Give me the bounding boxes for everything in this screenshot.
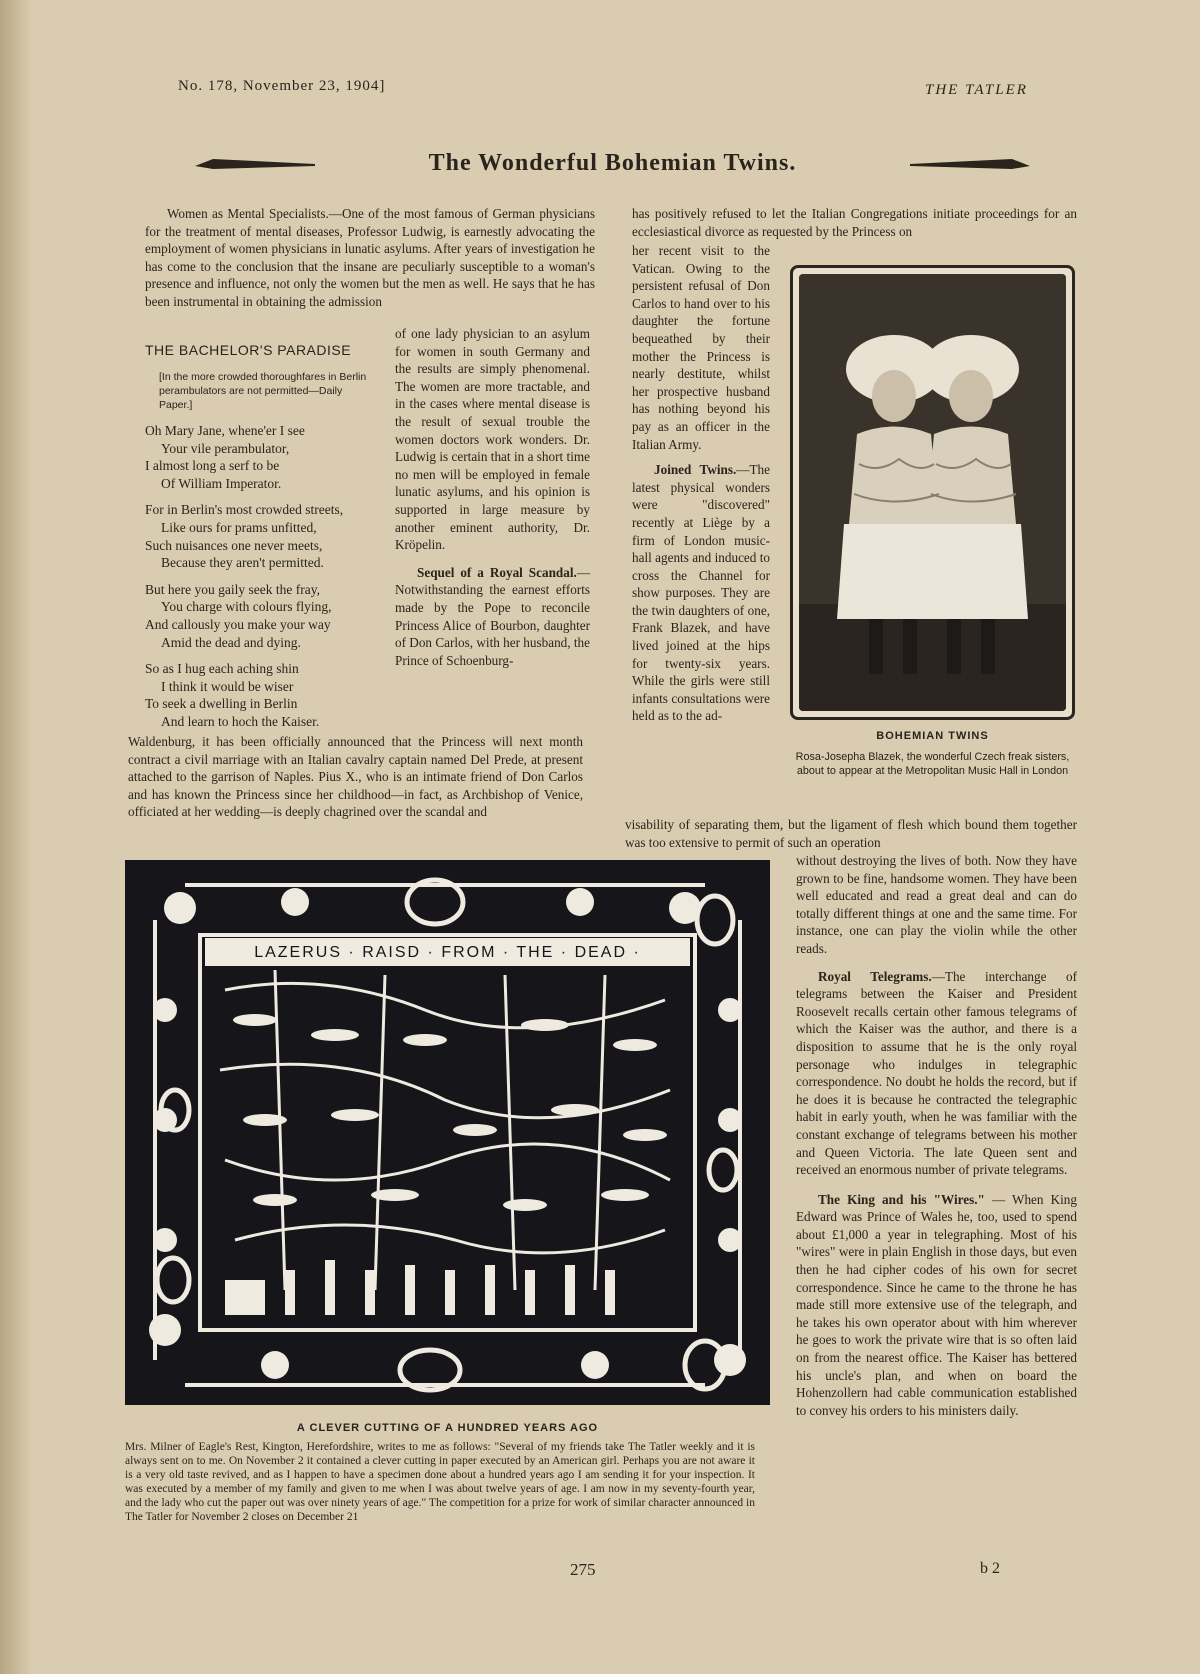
- poem-line: For in Berlin's most crowded streets,: [145, 502, 344, 518]
- right-ornament-rule: [910, 158, 1030, 170]
- wires-paragraph: [796, 1191, 1077, 1420]
- twins-photo: [799, 274, 1066, 711]
- poem-line: You charge with colours flying,: [161, 599, 332, 615]
- twins-photo-frame: [790, 265, 1075, 720]
- wires-subhead: The King and his "Wires.": [818, 1191, 985, 1207]
- paper-cutting-image: [125, 860, 770, 1405]
- poem-line: Amid the dead and dying.: [161, 634, 301, 650]
- poem-line: Such nuisances one never meets,: [145, 537, 323, 553]
- vatican-wide-block: [632, 205, 1077, 240]
- twins-paragraph: [632, 461, 770, 725]
- poem-stanza: [145, 581, 378, 651]
- poem-line: And callously you make your way: [145, 616, 331, 632]
- poem-block: [145, 342, 378, 740]
- twins-wide-paragraph: visability of separating them, but the ligament of flesh which bound them together was too extensive to permit of such an operation: [625, 817, 1077, 850]
- vatican-wide-paragraph: has positively refused to let the Italian Congregations initiate proceedings for an ecclesiastical divorce as requested by the Princess on: [632, 206, 1077, 239]
- poem-line: Oh Mary Jane, whene'er I see: [145, 423, 305, 438]
- poem-line: And learn to hoch the Kaiser.: [161, 713, 320, 729]
- issue-line: No. 178, November 23, 1904]: [178, 78, 386, 94]
- page-number: 275: [570, 1560, 596, 1579]
- magazine-name: THE TATLER: [925, 82, 1028, 98]
- title-bar: [195, 150, 1030, 180]
- poem-line: Of William Imperator.: [161, 475, 282, 491]
- page-title: The Wonderful Bohemian Twins.: [428, 150, 797, 176]
- telegrams-paragraph: [796, 968, 1077, 1179]
- signature-mark: b 2: [980, 1560, 1000, 1577]
- intro-paragraph-block: [145, 205, 595, 311]
- vatican-paragraph: her recent visit to the Vatican. Owing to the persistent refusal of Don Carlos to hand over to his daughter the fortune bequeathed by their mother the Princess is nearly destitute, whilst her prospective husband has nothing beyond his pay as an officer in the Italian Army.: [632, 243, 770, 452]
- page-spine-shadow: [0, 0, 32, 1674]
- poem-stanza: [145, 660, 378, 730]
- twins-caption-heading: BOHEMIAN TWINS: [876, 730, 989, 742]
- poem-line: But here you gaily seek the fray,: [145, 581, 320, 597]
- twins-end-paragraph: without destroying the lives of both. Now they have grown to be fine, handsome women. They have been well educated and read a great deal and can do totally different things at one and the same time. For instance, one can play the violin while the other reads.: [796, 853, 1077, 956]
- poem-heading: THE BACHELOR'S PARADISE: [145, 342, 352, 358]
- twins-subhead: Joined Twins.: [654, 462, 737, 478]
- poem-line: Like ours for prams unfitted,: [161, 519, 317, 535]
- telegrams-text: —The interchange of telegrams between the Kaiser and President Roosevelt recalls certain other famous telegrams of which the Kaiser was the author, and there is a disposition to assume that he is the only royal personage who indulges in telegraphic correspondence. No doubt he holds the record, but if he does it is because he contracted the telegraphic habit in early youth, when he was familiar with the constant exchange of telegrams between his mother and Queen Victoria. The late Queen sent and received an enormous number of private telegrams.: [796, 968, 1078, 1178]
- poem-stanza: [145, 501, 378, 571]
- poem-line: So as I hug each aching shin: [145, 661, 299, 677]
- poem-line: Your vile perambulator,: [161, 440, 290, 456]
- cutting-banner-text: LAZERUS · RAISD · FROM · THE · DEAD ·: [254, 944, 641, 961]
- poem-text: [145, 422, 378, 731]
- poem-line: I almost long a serf to be: [145, 458, 280, 474]
- narrow-column: [632, 242, 770, 725]
- scandal-paragraph: [395, 564, 590, 670]
- twins-text: —The latest physical wonders were "discovered" recently at Liège by a firm of London music-hall agents and induced to cross the Channel for show purposes. They are the twin daughters of one, Frank Blazek, and have lived joined at the hips for twenty-six years. While the girls were still infants consultations were held as to the ad-: [632, 462, 770, 724]
- telegrams-subhead: Royal Telegrams.: [818, 968, 932, 984]
- scandal-text: — Notwithstanding the earnest efforts made by the Pope to reconcile Princess Alice of Bourbon, daughter of Don Carlos, with her husband, the Prince of Schoenburg-: [395, 564, 590, 668]
- right-lower-column: [796, 852, 1077, 1419]
- physicians-continued-block: [395, 325, 590, 669]
- poem-stanza: [145, 422, 378, 492]
- twins-wide-block: [625, 816, 1077, 851]
- intro-paragraph: Women as Mental Specialists.—One of the most famous of German physicians for the treatment of mental diseases, Professor Ludwig, is earnestly advocating the employment of women physicians in lunatic asylums. After years of investigation he has come to the conclusion that the insane are peculiarly susceptible to a woman's presence and influence, not only the women but the men as well. He says that he has been instrumental in obtaining the admission: [145, 206, 595, 309]
- paper-cutting-illustration: [125, 860, 770, 1405]
- cutting-caption-text: Mrs. Milner of Eagle's Rest, Kington, Herefordshire, writes to me as follows: "Several of my friends take The Tatler weekly and it is always sent on to me. On November 2 it contained a clever cutting in paper executed by an American girl. Perhaps you are not aware it is a very old taste revived, and as I happen to have a specimen done about a hundred years ago I am sending it for your inspection. It was executed by a member of my family and given to me when I was about twelve years of age. I am now in my seventy-fourth year, and the lady who cut the paper out was over ninety years of age." The competition for a prize for work of similar character announced in The Tatler for November 2 closes on December 21: [125, 1441, 755, 1523]
- poem-epigraph: [In the more crowded thoroughfares in Berlin perambulators are not permitted—Daily Paper.]: [159, 371, 367, 411]
- scandal-wide-paragraph: Waldenburg, it has been officially announced that the Princess will next month contract a civil marriage with an Italian cavalry captain named Del Prede, at present attached to the garrison of Naples. Pius X., who is an intimate friend of Don Carlos and has known the Princess since her childhood—in fact, as Archbishop of Venice, officiated at her wedding—is deeply chagrined over the scandal and: [128, 734, 583, 820]
- wires-text: — When King Edward was Prince of Wales he, too, used to spend about £1,000 a year in telegraphing. Most of his "wires" were in plain English in those days, but even then he had cipher codes of his own for secret correspondence. Since he came to the throne he has made still more extensive use of the telegraph, and he takes his own operator about with him wherever he goes to work the private wire that is so often laid on from the nearest office. The Kaiser has bettered his uncle's plan, and when on board the Hohenzollern had cable communication established to convey his orders to his ministers daily.: [796, 1191, 1077, 1418]
- poem-line: Because they aren't permitted.: [161, 555, 324, 571]
- scandal-subhead: Sequel of a Royal Scandal.: [417, 564, 577, 580]
- physicians-continued-paragraph: of one lady physician to an asylum for women in south Germany and the results are simply phenomenal. The women are more tractable, and in the cases where mental disease is the result of sexual trouble the women doctors work wonders. Dr. Ludwig is certain that in a short time no men will be employed in female lunatic asylums, and his opinion is supported in large measure by another eminent authority, Dr. Kröpelin.: [395, 326, 590, 553]
- poem-line: I think it would be wiser: [161, 678, 294, 694]
- cutting-caption-heading: A CLEVER CUTTING OF A HUNDRED YEARS AGO: [296, 1422, 599, 1434]
- twins-caption-text: Rosa-Josepha Blazek, the wonderful Czech freak sisters, about to appear at the Metropolitan Music Hall in London: [795, 751, 1070, 777]
- scandal-wide-block: [128, 733, 583, 821]
- poem-line: To seek a dwelling in Berlin: [145, 696, 298, 712]
